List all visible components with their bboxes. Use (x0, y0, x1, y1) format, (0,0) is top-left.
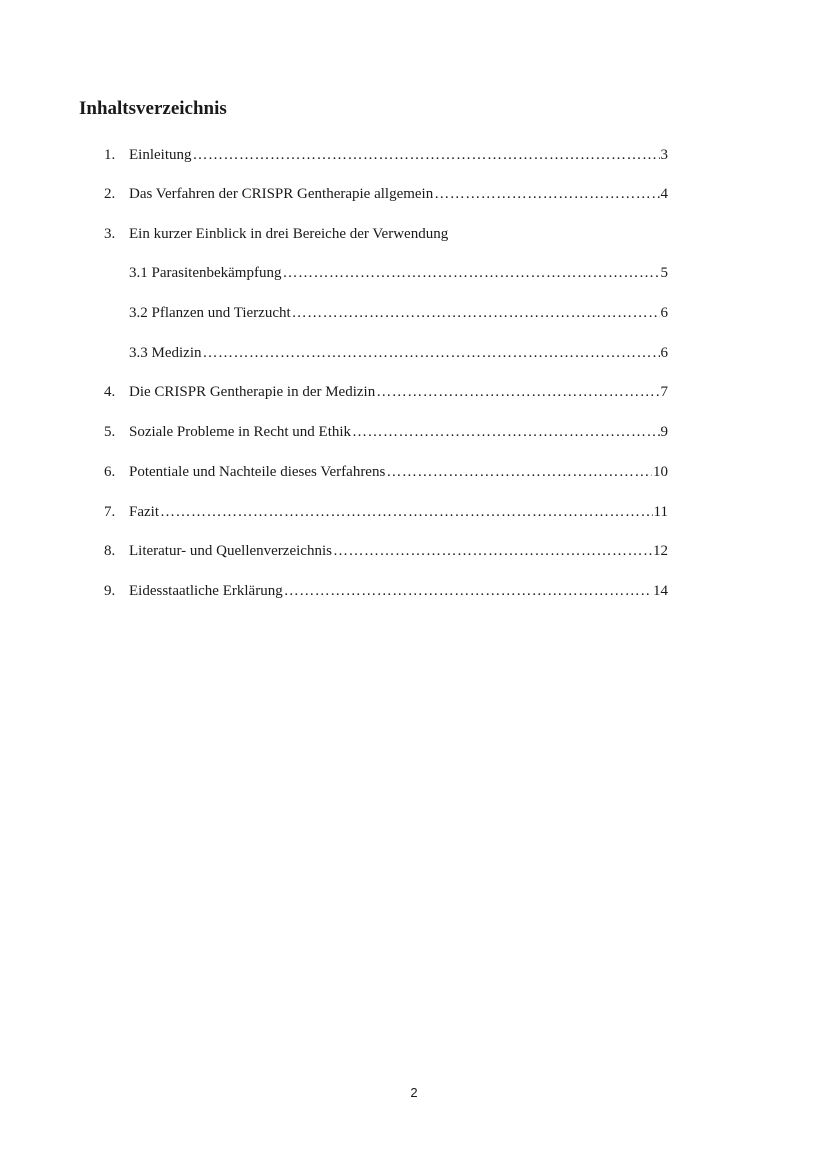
toc-heading: Inhaltsverzeichnis (79, 98, 227, 119)
toc-subentry-medizin (0, 343, 668, 363)
toc-entry-page: 11 (653, 504, 668, 520)
dot-leader (160, 502, 653, 522)
toc-subentry-pflanzen (0, 303, 668, 323)
toc-entry-title: Soziale Probleme in Recht und Ethik (129, 424, 352, 440)
toc-entry-title: Einleitung (129, 147, 192, 163)
toc-entry-title: 3.2 Pflanzen und Tierzucht (129, 305, 291, 321)
toc-entry-number: 1. (104, 147, 116, 163)
dot-leader (386, 462, 652, 482)
dot-leader (352, 422, 659, 442)
toc-entry-title: Ein kurzer Einblick in drei Bereiche der Verwendung (129, 226, 449, 242)
dot-leader (333, 541, 652, 561)
toc-entry-page: 9 (660, 424, 668, 440)
toc-entry-number: 4. (104, 384, 116, 400)
toc-entry-einleitung (0, 145, 668, 165)
toc-entry-title: Potentiale und Nachteile dieses Verfahrens (129, 464, 386, 480)
toc-entry-page: 3 (660, 147, 668, 163)
toc-entry-number: 9. (104, 583, 116, 599)
toc-entry-title: Eidesstaatliche Erklärung (129, 583, 283, 599)
toc-entry-title: Das Verfahren der CRISPR Gentherapie allgemein (129, 186, 434, 202)
toc-entry-page: 12 (653, 543, 668, 559)
toc-entry-number: 6. (104, 464, 116, 480)
dot-leader (292, 303, 660, 323)
toc-entry-page: 7 (660, 384, 668, 400)
toc-entry-title: Fazit (129, 504, 159, 520)
toc-entry-einblick (0, 224, 668, 244)
dot-leader (376, 382, 659, 402)
dot-leader (203, 343, 660, 363)
toc-entry-fazit (0, 502, 668, 522)
toc-entry-soziale-probleme (0, 422, 668, 442)
toc-entry-potentiale (0, 462, 668, 482)
dot-leader (282, 263, 659, 283)
toc-entry-number: 2. (104, 186, 116, 202)
toc-entry-title: 3.3 Medizin (129, 345, 202, 361)
toc-entry-eidesstaatliche (0, 581, 668, 601)
toc-entry-verfahren (0, 184, 668, 204)
toc-entry-number: 8. (104, 543, 116, 559)
toc-entry-page: 4 (660, 186, 668, 202)
dot-leader (434, 184, 659, 204)
toc-entry-page: 10 (653, 464, 668, 480)
toc-entry-title: 3.1 Parasitenbekämpfung (129, 265, 282, 281)
toc-entry-number: 5. (104, 424, 116, 440)
toc-entry-number: 7. (104, 504, 116, 520)
page-number: 2 (410, 1085, 418, 1100)
toc-entry-number: 3. (104, 226, 116, 242)
toc-entry-page: 6 (660, 305, 668, 321)
toc-entry-literatur (0, 541, 668, 561)
toc-entry-page: 14 (653, 583, 668, 599)
toc-entry-page: 6 (660, 345, 668, 361)
dot-leader (193, 145, 660, 165)
toc-entry-page: 5 (660, 265, 668, 281)
toc-subentry-parasiten (0, 263, 668, 283)
dot-leader (284, 581, 652, 601)
toc-entry-crispr-medizin (0, 382, 668, 402)
toc-entry-title: Die CRISPR Gentherapie in der Medizin (129, 384, 376, 400)
toc-entry-title: Literatur- und Quellenverzeichnis (129, 543, 332, 559)
